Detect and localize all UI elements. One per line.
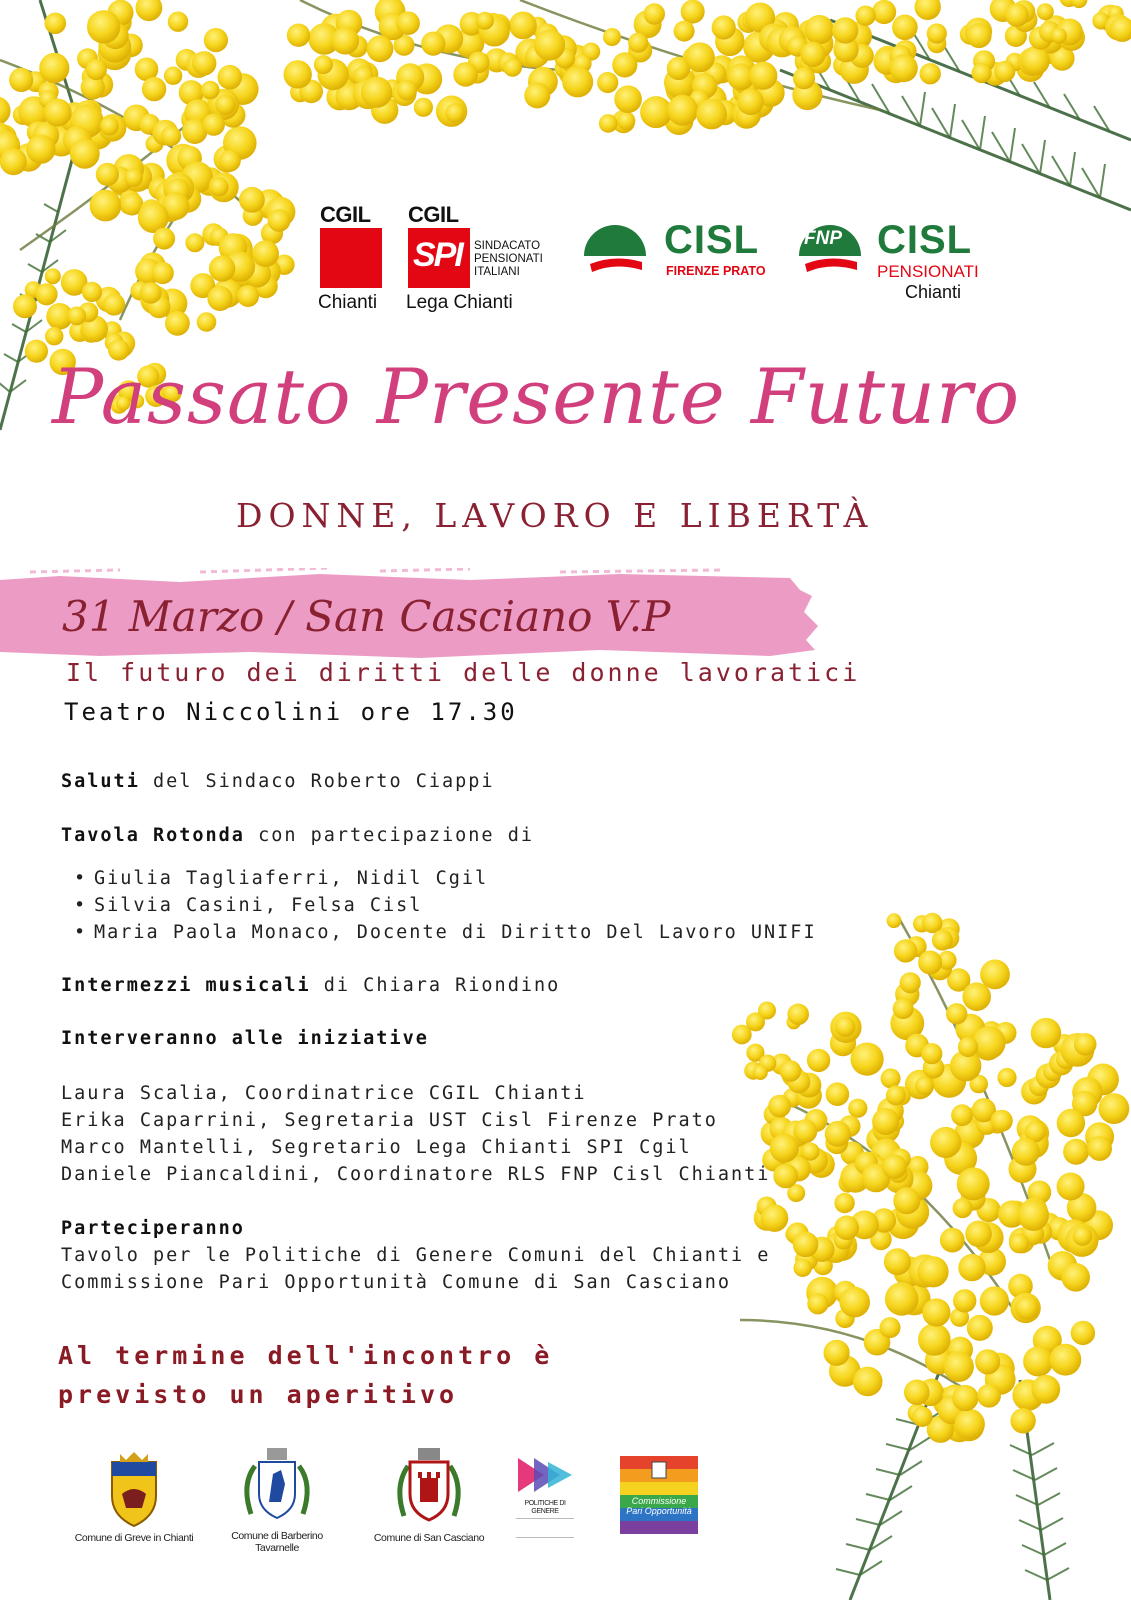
round-table-line (61, 825, 534, 846)
mimosa-puff (165, 311, 190, 336)
mimosa-puff (997, 1068, 1016, 1087)
participants-title: Parteciperanno (61, 1218, 245, 1239)
date-location: 31 Marzo / San Casciano V.P (62, 592, 671, 641)
mimosa-puff (168, 12, 188, 32)
mimosa-puff (940, 1228, 965, 1253)
mimosa-puff (1010, 1408, 1035, 1433)
mimosa-puff (887, 913, 902, 928)
mimosa-puff (197, 312, 217, 332)
mimosa-puff (922, 1298, 950, 1326)
mimosa-puff (100, 117, 119, 136)
mimosa-puff (787, 1004, 809, 1026)
greet-line (61, 771, 495, 792)
spi-lega-label: Lega Chianti (406, 292, 513, 313)
closing-line: Al termine dell'incontro è (58, 1341, 554, 1370)
mimosa-puff (44, 99, 72, 127)
fnp-mark: FNP (804, 228, 842, 249)
mimosa-puff (749, 62, 777, 90)
spi-mark: SPI (413, 236, 462, 274)
mimosa-puff (201, 81, 220, 100)
mimosa-puff (153, 228, 175, 250)
mimosa-puff (397, 80, 417, 100)
mimosa-puff (920, 63, 941, 84)
venue-line: Teatro Niccolini ore 17.30 (64, 698, 518, 726)
mimosa-puff (284, 60, 312, 88)
mimosa-puff (667, 95, 698, 126)
mimosa-puff (136, 0, 163, 21)
mimosa-puff (617, 111, 635, 129)
mimosa-puff (917, 1256, 948, 1287)
barberino-label-line: Comune di Barberino (231, 1530, 323, 1542)
mimosa-puff (1009, 1233, 1029, 1253)
mimosa-puff (793, 1119, 817, 1143)
mimosa-puff (894, 939, 917, 962)
mimosa-puff (287, 24, 310, 47)
mimosa-puff (644, 3, 665, 24)
mimosa-puff (331, 27, 359, 55)
mimosa-puff (0, 96, 11, 125)
commissione-label-line: Commissione (631, 1496, 687, 1506)
mimosa-puff (1057, 1109, 1085, 1137)
cisl-sub: FIRENZE PRATO (666, 264, 766, 278)
mimosa-puff (839, 1287, 870, 1318)
mimosa-puff (215, 95, 235, 115)
mimosa-puff (1071, 0, 1088, 8)
list-item: Laura Scalia, Coordinatrice CGIL Chianti (61, 1083, 587, 1104)
mimosa-puff (885, 1282, 919, 1316)
mimosa-puff (1031, 1018, 1061, 1048)
mimosa-puff (142, 77, 166, 101)
mimosa-puff (1063, 1139, 1089, 1165)
mimosa-puff (268, 209, 291, 232)
subtitle: DONNE, LAVORO E LIBERTÀ (236, 496, 874, 535)
mimosa-puff (893, 998, 914, 1019)
list-item: • Maria Paola Monaco, Docente di Diritto Del Lavoro UNIFI (74, 922, 817, 949)
list-item: Erika Caparrini, Segretaria UST Cisl Firenze Prato (61, 1110, 718, 1131)
list-item: • Giulia Tagliaferri, Nidil Cgil (74, 868, 817, 895)
mimosa-puff (884, 1248, 911, 1275)
mimosa-puff (918, 951, 942, 975)
mimosa-puff (1074, 1033, 1097, 1056)
mimosa-puff (805, 15, 834, 44)
mimosa-puff (915, 0, 941, 20)
politiche-fine-print (516, 1518, 574, 1538)
list-item: Tavolo per le Politiche di Genere Comuni del Chianti e (61, 1245, 771, 1266)
mimosa-puff (599, 114, 618, 133)
mimosa-puff (1037, 3, 1054, 20)
participants-block (61, 1215, 770, 1296)
mimosa-puff (958, 1254, 985, 1281)
mimosa-puff (851, 1043, 884, 1076)
mimosa-puff (1012, 1138, 1040, 1166)
mimosa-puff (800, 42, 825, 67)
mimosa-puff (445, 103, 464, 122)
mimosa-puff (13, 294, 37, 318)
mimosa-puff (943, 1351, 974, 1382)
mimosa-puff (892, 14, 918, 40)
mimosa-puff (67, 307, 86, 326)
mimosa-puff (204, 28, 228, 52)
mimosa-puff (946, 1003, 967, 1024)
mimosa-puff (1031, 1375, 1060, 1404)
greve-label: Comune di Greve in Chianti (74, 1532, 194, 1544)
list-item: Commissione Pari Opportunità Comune di San Casciano (61, 1272, 732, 1293)
mimosa-puff (164, 67, 182, 85)
mimosa-puff (314, 55, 333, 74)
mimosa-puff (237, 285, 259, 307)
mimosa-puff (834, 1193, 854, 1213)
mimosa-puff (930, 1127, 961, 1158)
mimosa-puff (737, 89, 764, 116)
closing-line: previsto un aperitivo (58, 1380, 459, 1409)
mimosa-puff (953, 1289, 976, 1312)
mimosa-puff (807, 1293, 828, 1314)
mimosa-puff (45, 327, 63, 345)
greve-crest-icon (104, 1450, 164, 1530)
commissione-label (624, 1496, 694, 1516)
greet-text: del Sindaco Roberto Ciappi (139, 771, 495, 792)
mimosa-puff (753, 1065, 768, 1080)
mimosa-puff (26, 135, 55, 164)
mimosa-puff (872, 1108, 899, 1135)
mimosa-puff (853, 1367, 883, 1397)
mimosa-puff (890, 54, 918, 82)
mimosa-puff (1057, 1173, 1085, 1201)
mimosa-puff (96, 163, 119, 186)
mimosa-puff (0, 148, 27, 175)
mimosa-puff (991, 1110, 1013, 1132)
mimosa-puff (915, 1076, 934, 1095)
mimosa-puff (835, 1017, 855, 1037)
mimosa-puff (872, 0, 896, 24)
mimosa-puff (209, 255, 235, 281)
theme-line: Il futuro dei diritti delle donne lavoratici (66, 658, 861, 687)
mimosa-puff (614, 85, 642, 113)
mimosa-puff (1087, 1136, 1112, 1161)
mimosa-puff (87, 10, 120, 43)
mimosa-puff (45, 12, 67, 34)
mimosa-puff (994, 61, 1015, 82)
spi-tag-line: PENSIONATI (474, 253, 543, 265)
mimosa-puff (25, 340, 48, 363)
list-item: • Silvia Casini, Felsa Cisl (74, 895, 817, 922)
spi-red-square (408, 228, 470, 288)
mimosa-puff (361, 77, 392, 108)
mimosa-puff (834, 1215, 859, 1240)
round-table-text: con partecipazione di (244, 825, 534, 846)
speakers-list (74, 868, 817, 949)
mimosa-puff (965, 1221, 992, 1248)
mimosa-puff (685, 42, 715, 72)
mimosa-puff (886, 1085, 906, 1105)
mimosa-puff (958, 1037, 978, 1057)
mimosa-puff (1099, 1093, 1130, 1124)
cgil-brand: CGIL (320, 202, 371, 227)
mimosa-puff (503, 58, 522, 77)
mimosa-puff (209, 177, 228, 196)
spi-tag-line: SINDACATO (474, 240, 541, 252)
mimosa-puff (628, 33, 648, 53)
mimosa-puff (124, 168, 143, 187)
mimosa-puff (794, 1259, 812, 1277)
mimosa-puff (918, 1323, 951, 1356)
mimosa-puff (239, 187, 265, 213)
mimosa-puff (832, 17, 858, 43)
mimosa-puff (103, 293, 125, 315)
mimosa-puff (807, 1049, 830, 1072)
mimosa-puff (780, 1060, 802, 1082)
fnp-cisl-brand: CISL (877, 218, 973, 262)
mimosa-puff (912, 1407, 932, 1427)
mimosa-puff (1071, 1321, 1095, 1345)
mimosa-puff (597, 72, 618, 93)
greve-logo (64, 1450, 204, 1550)
barberino-label-line: Tavarnelle (255, 1542, 299, 1554)
commissione-logo (620, 1456, 698, 1534)
mimosa-puff (966, 23, 991, 48)
mimosa-puff (972, 63, 992, 83)
mimosa-puff (1051, 28, 1067, 44)
mimosa-puff (768, 1095, 791, 1118)
mimosa-puff (980, 1286, 1009, 1315)
list-item: Daniele Piancaldini, Coordinatore RLS FNP Cisl Chianti (61, 1164, 771, 1185)
interventions-list (61, 1080, 770, 1188)
mimosa-puff (35, 283, 57, 305)
mimosa-puff (972, 1026, 1005, 1059)
mimosa-puff (732, 1025, 752, 1045)
mimosa-puff (927, 23, 947, 43)
mimosa-puff (881, 1068, 901, 1088)
mimosa-puff (207, 286, 232, 311)
mimosa-puff (367, 35, 394, 62)
music-text: di Chiara Riondino (310, 975, 561, 996)
mimosa-puff (70, 139, 100, 169)
mimosa-puff (975, 1349, 1000, 1374)
cisl-firenze-prato-logo (580, 218, 790, 288)
mimosa-puff (252, 240, 279, 267)
politiche-label-line: GENERE (531, 1508, 559, 1515)
mimosa-puff (681, 0, 705, 24)
mimosa-puff (82, 282, 102, 302)
cgil-red-square (320, 228, 382, 288)
mimosa-puff (825, 1121, 851, 1147)
mimosa-puff (953, 1198, 973, 1218)
barberino-label (222, 1530, 332, 1554)
mimosa-puff (534, 29, 565, 60)
san-casciano-crest-icon (394, 1446, 464, 1532)
mimosa-puff (921, 1043, 942, 1064)
list-item: Marco Mantelli, Segretario Lega Chianti SPI Cgil (61, 1137, 692, 1158)
greet-bold: Saluti (61, 771, 140, 792)
mimosa-puff (1018, 1200, 1049, 1231)
barberino-logo (222, 1444, 332, 1559)
mimosa-puff (955, 1409, 985, 1439)
mimosa-puff (951, 1104, 973, 1126)
mimosa-puff (712, 15, 736, 39)
mimosa-puff (904, 1380, 930, 1406)
mimosa-puff (1050, 1344, 1082, 1376)
commissione-label-line: Pari Opportunità (626, 1506, 692, 1516)
rainbow-badge-icon (620, 1456, 698, 1534)
mimosa-puff (824, 1340, 850, 1366)
mimosa-puff (801, 1143, 819, 1161)
mimosa-puff (414, 98, 433, 117)
mimosa-puff (977, 1384, 1001, 1408)
mimosa-puff (524, 82, 550, 108)
fnp-cisl-pensionati-logo (795, 218, 1005, 313)
mimosa-puff (1005, 3, 1029, 27)
music-bold: Intermezzi musicali (61, 975, 311, 996)
mimosa-puff (855, 6, 875, 26)
mimosa-puff (952, 1385, 978, 1411)
mimosa-puff (603, 28, 621, 46)
closing-note (58, 1336, 553, 1414)
mimosa-puff (421, 31, 445, 55)
spi-tagline (474, 240, 543, 279)
mimosa-puff (1021, 46, 1050, 75)
fnp-pensionati-label: PENSIONATI (877, 262, 979, 281)
cisl-brand: CISL (664, 218, 760, 262)
mimosa-puff (880, 1317, 901, 1338)
mimosa-puff (509, 12, 537, 40)
mimosa-puff (967, 1315, 993, 1341)
mimosa-puff (192, 51, 216, 75)
mimosa-bottom-decoration (720, 900, 1131, 1600)
mimosa-puff (770, 1134, 799, 1163)
mimosa-puff (826, 1082, 850, 1106)
mimosa-puff (932, 930, 953, 951)
mimosa-puff (893, 1187, 920, 1214)
mimosa-puff (612, 52, 637, 77)
mimosa-puff (396, 11, 420, 35)
mimosa-puff (90, 190, 122, 222)
mimosa-puff (1023, 1346, 1053, 1376)
cisl-globe-icon (580, 218, 650, 284)
mimosa-puff (161, 126, 181, 146)
mimosa-puff (696, 99, 727, 130)
music-line (61, 975, 560, 996)
interventions-title (61, 1028, 429, 1049)
san-casciano-logo (364, 1446, 494, 1556)
san-casciano-label: Comune di San Casciano (373, 1532, 485, 1544)
mimosa-puff (1015, 1296, 1039, 1320)
mimosa-puff (773, 1164, 798, 1189)
mimosa-puff (152, 262, 174, 284)
spi-cgil-brand: CGIL (408, 202, 459, 227)
politiche-label (512, 1500, 578, 1516)
mimosa-puff (453, 62, 478, 87)
mimosa-puff (1073, 1226, 1093, 1246)
barberino-crest-icon (237, 1444, 317, 1530)
page-title: Passato Presente Futuro (52, 352, 1021, 441)
mimosa-puff (140, 282, 162, 304)
mimosa-puff (674, 21, 695, 42)
play-arrows-icon (514, 1456, 576, 1494)
mimosa-puff (848, 1099, 867, 1118)
mimosa-puff (793, 1232, 819, 1258)
interventions-title-text: Interveranno alle iniziative (61, 1028, 429, 1049)
mimosa-puff (1061, 1263, 1090, 1292)
mimosa-puff (218, 65, 243, 90)
round-table-bold: Tavola Rotonda (61, 825, 245, 846)
spi-tag-line: ITALIANI (474, 266, 520, 278)
mimosa-puff (562, 66, 593, 97)
mimosa-puff (86, 59, 107, 80)
mimosa-puff (219, 150, 241, 172)
mimosa-puff (476, 12, 494, 30)
mimosa-puff (900, 972, 921, 993)
mimosa-puff (962, 982, 991, 1011)
mimosa-puff (9, 68, 33, 92)
politiche-genere-logo (512, 1456, 578, 1542)
spi-cgil-logo (406, 204, 546, 314)
mimosa-puff (203, 113, 225, 135)
mimosa-puff (882, 1154, 907, 1179)
cgil-chianti-label: Chianti (318, 292, 378, 313)
mimosa-puff (45, 268, 61, 284)
mimosa-puff (957, 1167, 990, 1200)
politiche-label-line: POLITICHE DI (524, 1500, 566, 1507)
mimosa-puff (39, 53, 69, 83)
mimosa-puff (185, 233, 204, 252)
fnp-chianti-label: Chianti (905, 282, 962, 302)
cgil-chianti-logo (318, 204, 388, 314)
